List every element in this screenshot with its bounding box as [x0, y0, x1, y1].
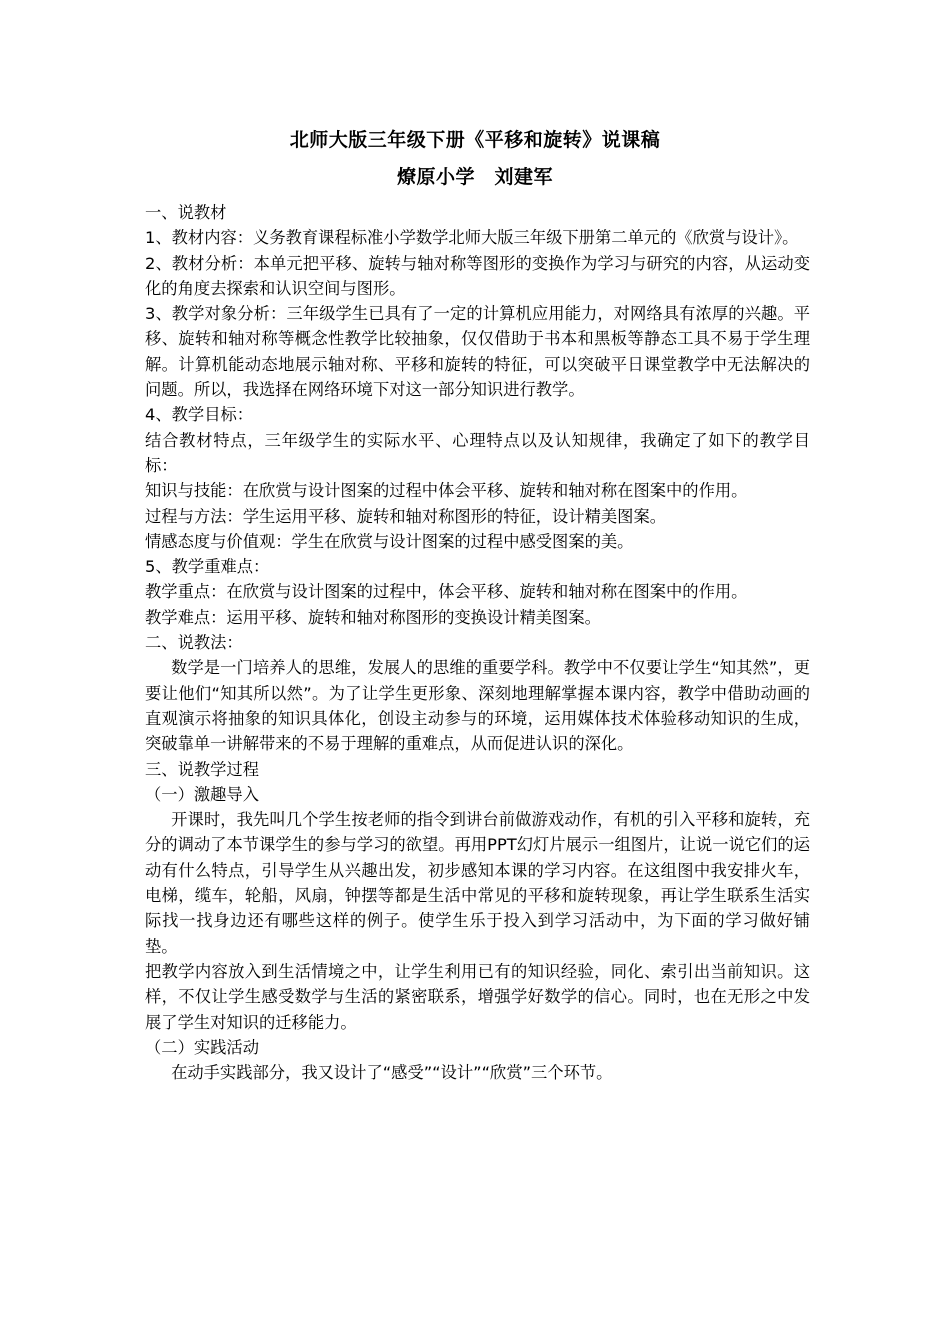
author-line: 燎原小学 刘建军: [396, 166, 553, 188]
paragraph: 教学难点：运用平移、旋转和轴对称图形的变换设计精美图案。: [145, 607, 601, 627]
subsection-heading: （二）实践活动: [145, 1037, 259, 1057]
paragraph: 在动手实践部分，我又设计了“感受”“设计”“欣赏”三个环节。: [171, 1063, 613, 1083]
document-body: [145, 200, 810, 1085]
paragraph: 5、教学重难点：: [145, 557, 270, 577]
paragraph: 4、教学目标：: [145, 405, 254, 425]
paragraph: 把教学内容放入到生活情境之中，让学生利用已有的知识经验，同化、索引出当前知识。这样，不仅让学生感受数学与生活的紧密联系，增强学好数学的信心。同时，也在无形之中发展了学生对知识的迁移能力。: [145, 961, 810, 1032]
paragraph: 数学是一门培养人的思维，发展人的思维的重要学科。教学中不仅要让学生“知其然”，更要让他们“知其所以然”。为了让学生更形象、深刻地理解掌握本课内容，教学中借助动画的直观演示将抽象的知识具体化，创设主动参与的环境，运用媒体技术体验移动知识的生成，突破靠单一讲解带来的不易于理解的重难点，从而促进认识的深化。: [145, 658, 810, 754]
section-heading: 三、说教学过程: [145, 759, 259, 779]
document-title: 北师大版三年级下册《平移和旋转》说课稿: [289, 129, 661, 151]
paragraph: 3、教学对象分析：三年级学生已具有了一定的计算机应用能力，对网络具有浓厚的兴趣。平移、旋转和轴对称等概念性教学比较抽象，仅仅借助于书本和黑板等静态工具不易于学生理解。计算机能动态地展示轴对称、平移和旋转的特征，可以突破平日课堂教学中无法解决的问题。所以，我选择在网络环境下对这一部分知识进行教学。: [145, 304, 810, 400]
subsection-heading: （一）激趣导入: [145, 784, 259, 804]
paragraph: 开课时，我先叫几个学生按老师的指令到讲台前做游戏动作，有机的引入平移和旋转，充分的调动了本节课学生的参与学习的欲望。再用PPT幻灯片展示一组图片，让说一说它们的运动有什么特点，引导学生从兴趣出发，初步感知本课的学习内容。在这组图中我安排火车，电梯，缆车，轮船，风扇，钟摆等都是生活中常见的平移和旋转现象，再让学生联系生活实际找一找身边还有哪些这样的例子。使学生乐于投入到学习活动中，为下面的学习做好铺垫。: [145, 810, 810, 956]
section-heading: 一、说教材: [145, 203, 227, 222]
paragraph: 过程与方法：学生运用平移、旋转和轴对称图形的特征，设计精美图案。: [145, 506, 667, 526]
paragraph: 结合教材特点，三年级学生的实际水平、心理特点以及认知规律，我确定了如下的教学目标：: [145, 430, 810, 475]
section-heading: 二、说教法：: [145, 633, 243, 653]
paragraph: 知识与技能：在欣赏与设计图案的过程中体会平移、旋转和轴对称在图案中的作用。: [145, 481, 748, 501]
paragraph: 教学重点：在欣赏与设计图案的过程中，体会平移、旋转和轴对称在图案中的作用。: [145, 582, 748, 602]
paragraph: 2、教材分析：本单元把平移、旋转与轴对称等图形的变换作为学习与研究的内容，从运动变化的角度去探索和认识空间与图形。: [145, 253, 810, 298]
paragraph: 1、教材内容：义务教育课程标准小学数学北师大版三年级下册第二单元的《欣赏与设计》。: [145, 228, 799, 248]
paragraph: 情感态度与价值观：学生在欣赏与设计图案的过程中感受图案的美。: [145, 531, 634, 551]
